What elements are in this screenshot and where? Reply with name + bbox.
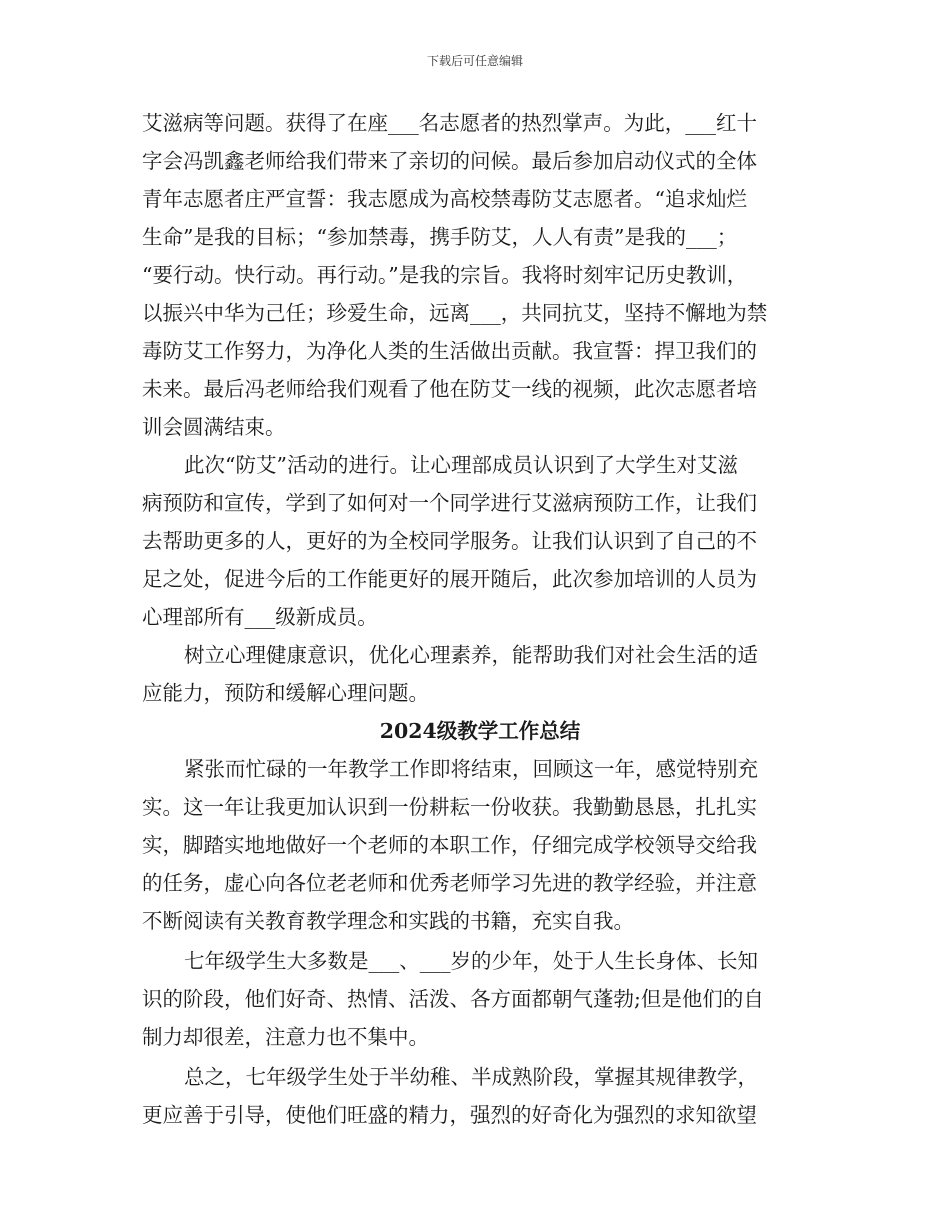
paragraph-mental-health: [142, 636, 812, 712]
text-line: 不断阅读有关教育教学理念和实践的书籍，充实自我。: [142, 909, 634, 933]
text-line: 制力却很差，注意力也不集中。: [142, 1025, 429, 1049]
text-line: 的任务，虚心向各位老老师和优秀老师学习先进的教学经验，并注意: [142, 871, 757, 895]
text-line: 艾滋病等问题。获得了在座___名志愿者的热烈掌声。为此，___红十: [142, 111, 757, 135]
section-title: 2024级教学工作总结: [379, 719, 581, 743]
text-line: 紧张而忙碌的一年教学工作即将结束，回顾这一年，感觉特别充: [184, 757, 758, 781]
text-line: 应能力，预防和缓解心理问题。: [142, 681, 429, 705]
text-line: 字会冯凯鑫老师给我们带来了亲切的问候。最后参加启动仪式的全体: [142, 149, 757, 173]
text-line: 去帮助更多的人，更好的为全校同学服务。让我们认识到了自己的不: [142, 529, 757, 553]
text-line: 以振兴中华为己任；珍爱生命，远离___，共同抗艾，坚持不懈地为禁: [142, 301, 768, 325]
text-line: 总之，七年级学生处于半幼稚、半成熟阶段，掌握其规律教学，: [184, 1065, 758, 1089]
text-line: 此次“防艾”活动的进行。让心理部成员认识到了大学生对艾滋: [184, 453, 738, 477]
text-line: 未来。最后冯老师给我们观看了他在防艾一线的视频，此次志愿者培: [142, 377, 757, 401]
text-line: 生命”是我的目标；“参加禁毒，携手防艾，人人有责”是我的___；: [142, 225, 738, 249]
paragraph-students: [142, 942, 812, 1056]
paragraph-activity-summary: [142, 446, 812, 636]
paragraph-teaching-review: [142, 750, 812, 940]
text-line: 识的阶段，他们好奇、热情、活泼、各方面都朝气蓬勃;但是他们的自: [142, 987, 764, 1011]
text-line: 实，脚踏实地地做好一个老师的本职工作，仔细完成学校领导交给我: [142, 833, 757, 857]
text-line: 足之处，促进今后的工作能更好的展开随后，此次参加培训的人员为: [142, 567, 757, 591]
paragraph-vow: [142, 104, 812, 446]
text-line: 实。这一年让我更加认识到一份耕耘一份收获。我勤勤恳恳，扎扎实: [142, 795, 757, 819]
paragraph-conclusion: [142, 1058, 812, 1134]
text-line: 心理部所有___级新成员。: [142, 605, 378, 629]
text-line: 树立心理健康意识，优化心理素养，能帮助我们对社会生活的适: [184, 643, 758, 667]
text-line: “要行动。快行动。再行动。”是我的宗旨。我将时刻牢记历史教训，: [142, 263, 748, 287]
document-body: [142, 104, 812, 1134]
text-line: 更应善于引导，使他们旺盛的精力，强烈的好奇化为强烈的求知欲望: [142, 1103, 757, 1127]
text-line: 七年级学生大多数是___、___岁的少年，处于人生长身体、长知: [184, 949, 758, 973]
page-header: 下载后可任意编辑: [426, 54, 523, 68]
text-line: 毒防艾工作努力，为净化人类的生活做出贡献。我宣誓：捍卫我们的: [142, 339, 757, 363]
text-line: 青年志愿者庄严宣誓：我志愿成为高校禁毒防艾志愿者。“追求灿烂: [142, 187, 747, 211]
text-line: 病预防和宣传，学到了如何对一个同学进行艾滋病预防工作，让我们: [142, 491, 757, 515]
text-line: 训会圆满结束。: [142, 415, 286, 439]
